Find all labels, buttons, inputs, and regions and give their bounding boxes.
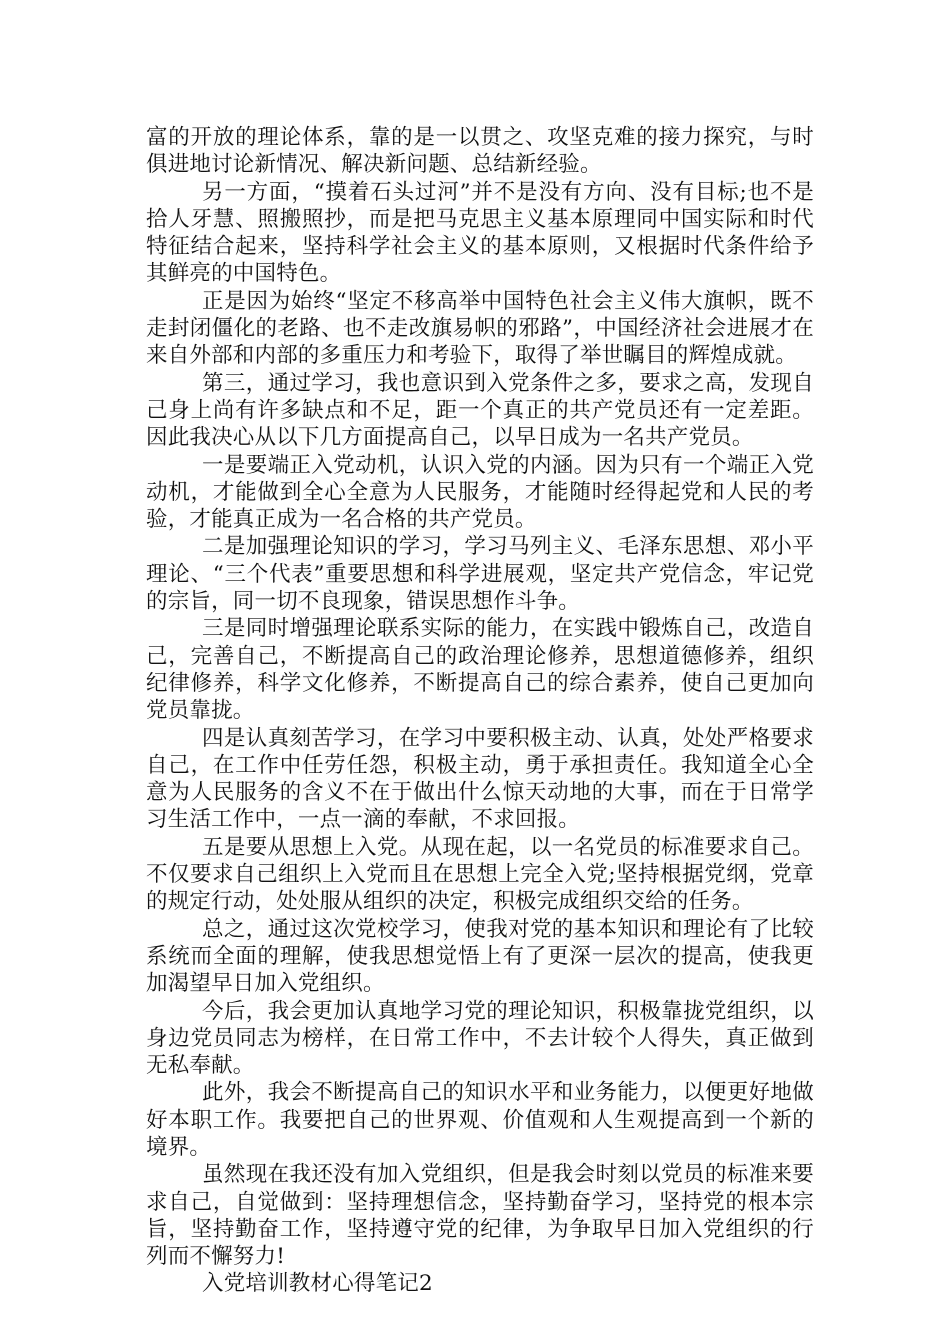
paragraph-7: 三是同时增强理论联系实际的能力，在实践中锻炼自己，改造自己，完善自己，不断提高自己的政治理论修养，思想道德修养，组织纪律修养，科学文化修养，不断提高自己的综合素养，使自己更加向党员靠拢。	[146, 616, 814, 724]
paragraph-9: 五是要从思想上入党。从现在起，以一名党员的标准要求自己。不仅要求自己组织上入党而且在思想上完全入党;坚持根据党纲，党章的规定行动，处处服从组织的决定，积极完成组织交给的任务。	[146, 834, 814, 915]
paragraph-1: 富的开放的理论体系，靠的是一以贯之、攻坚克难的接力探究，与时俱进地讨论新情况、解决新问题、总结新经验。	[146, 125, 814, 178]
paragraph-2: 另一方面，“摸着石头过河”并不是没有方向、没有目标;也不是拾人牙慧、照搬照抄，而是把马克思主义基本原理同中国实际和时代特征结合起来，坚持科学社会主义的基本原则，又根据时代条件给予其鲜亮的中国特色。	[146, 179, 814, 287]
paragraph-3: 正是因为始终“坚定不移高举中国特色社会主义伟大旗帜，既不走封闭僵化的老路、也不走改旗易帜的邪路”，中国经济社会进展才在来自外部和内部的多重压力和考验下，取得了举世瞩目的辉煌成就。	[146, 288, 814, 369]
paragraph-12: 此外，我会不断提高自己的知识水平和业务能力，以便更好地做好本职工作。我要把自己的世界观、价值观和人生观提高到一个新的境界。	[146, 1080, 814, 1160]
document-body	[146, 124, 814, 1298]
paragraph-4: 第三，通过学习，我也意识到入党条件之多，要求之高，发现自己身上尚有许多缺点和不足，距一个真正的共产党员还有一定差距。因此我决心从以下几方面提高自己，以早日成为一名共产党员。	[146, 370, 814, 451]
paragraph-5: 一是要端正入党动机，认识入党的内涵。因为只有一个端正入党动机，才能做到全心全意为人民服务，才能随时经得起党和人民的考验，才能真正成为一名合格的共产党员。	[146, 452, 814, 533]
paragraph-8: 四是认真刻苦学习，在学习中要积极主动、认真，处处严格要求自己，在工作中任劳任怨，积极主动，勇于承担责任。我知道全心全意为人民服务的含义不在于做出什么惊天动地的大事，而在于日常学习生活工作中，一点一滴的奉献，不求回报。	[146, 725, 814, 833]
paragraph-13: 虽然现在我还没有加入党组织，但是我会时刻以党员的标准来要求自己，自觉做到：坚持理想信念，坚持勤奋学习，坚持党的根本宗旨，坚持勤奋工作，坚持遵守党的纪律，为争取早日加入党组织的行列而不懈努力!	[146, 1162, 814, 1270]
paragraph-11: 今后，我会更加认真地学习党的理论知识，积极靠拢党组织，以身边党员同志为榜样，在日常工作中，不去计较个人得失，真正做到无私奉献。	[146, 998, 814, 1079]
paragraph-10: 总之，通过这次党校学习，使我对党的基本知识和理论有了比较系统而全面的理解，使我思想觉悟上有了更深一层次的提高，使我更加渴望早日加入党组织。	[146, 916, 814, 997]
paragraph-6: 二是加强理论知识的学习，学习马列主义、毛泽东思想、邓小平理论、“三个代表”重要思想和科学进展观，坚定共产党信念，牢记党的宗旨，同一切不良现象，错误思想作斗争。	[146, 534, 814, 615]
section-heading: 入党培训教材心得笔记2	[202, 1271, 433, 1297]
